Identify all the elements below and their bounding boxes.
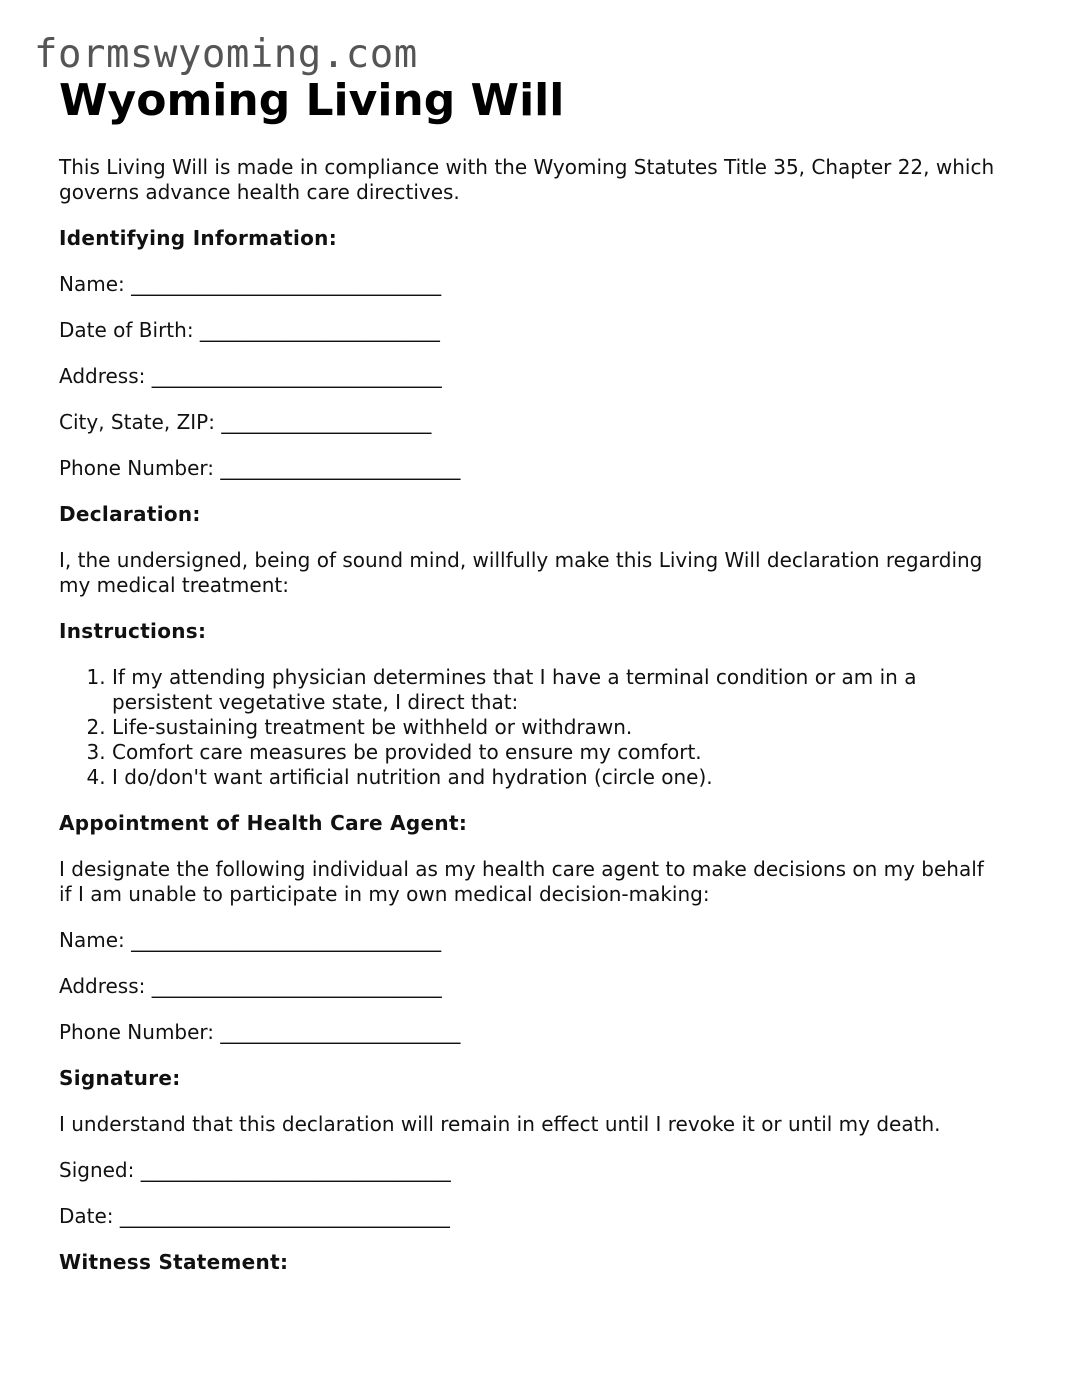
list-item: 1. If my attending physician determines that I have a terminal condition or am in a persistent vegetative state, I direct that: xyxy=(112,665,1017,715)
identifying-name-field[interactable] xyxy=(59,272,999,297)
field-blank[interactable]: _________________________________ xyxy=(119,1204,450,1228)
field-label: Name: xyxy=(59,272,125,296)
witness-heading: Witness Statement: xyxy=(59,1250,289,1274)
document-title: Wyoming Living Will xyxy=(59,75,565,126)
list-item: 2. Life-sustaining treatment be withheld or withdrawn. xyxy=(112,715,1017,740)
identifying-phone-field[interactable] xyxy=(59,456,999,481)
identifying-heading: Identifying Information: xyxy=(59,226,338,250)
field-label: Signed: xyxy=(59,1158,135,1182)
agent-address-field[interactable] xyxy=(59,974,999,999)
identifying-dob-field[interactable] xyxy=(59,318,999,343)
field-blank[interactable]: _____________________________ xyxy=(151,974,442,998)
field-blank[interactable]: _____________________________ xyxy=(151,364,442,388)
instructions-heading: Instructions: xyxy=(59,619,207,643)
site-watermark: formswyoming.com xyxy=(34,32,418,77)
field-label: Phone Number: xyxy=(59,456,215,480)
declaration-heading: Declaration: xyxy=(59,502,201,526)
intro-paragraph: This Living Will is made in compliance with the Wyoming Statutes Title 35, Chapter 22, which governs advance health care directives. xyxy=(59,155,995,204)
field-label: Phone Number: xyxy=(59,1020,215,1044)
field-label: Date: xyxy=(59,1204,114,1228)
identifying-city-state-zip-field[interactable] xyxy=(59,410,999,435)
field-label: Name: xyxy=(59,928,125,952)
field-blank[interactable]: _______________________________ xyxy=(131,928,442,952)
instructions-list xyxy=(59,665,1017,790)
field-blank[interactable]: _______________________________ xyxy=(131,272,442,296)
signature-paragraph: I understand that this declaration will remain in effect until I revoke it or until my death. xyxy=(59,1112,941,1136)
agent-name-field[interactable] xyxy=(59,928,999,953)
field-label: City, State, ZIP: xyxy=(59,410,215,434)
signed-field[interactable] xyxy=(59,1158,999,1183)
field-blank[interactable]: ________________________ xyxy=(220,1020,461,1044)
list-item: 3. Comfort care measures be provided to ensure my comfort. xyxy=(112,740,1017,765)
field-blank[interactable]: _______________________________ xyxy=(140,1158,451,1182)
identifying-address-field[interactable] xyxy=(59,364,999,389)
agent-heading: Appointment of Health Care Agent: xyxy=(59,811,468,835)
field-blank[interactable]: _____________________ xyxy=(221,410,432,434)
agent-paragraph: I designate the following individual as my health care agent to make decisions on my behalf if I am unable to participate in my own medical decision-making: xyxy=(59,857,984,906)
agent-phone-field[interactable] xyxy=(59,1020,999,1045)
field-label: Address: xyxy=(59,974,146,998)
field-blank[interactable]: ________________________ xyxy=(220,456,461,480)
signature-heading: Signature: xyxy=(59,1066,181,1090)
list-item: 4. I do/don't want artificial nutrition and hydration (circle one). xyxy=(112,765,1017,790)
declaration-paragraph: I, the undersigned, being of sound mind, willfully make this Living Will declaration regarding my medical treatment: xyxy=(59,548,983,597)
field-label: Date of Birth: xyxy=(59,318,194,342)
field-blank[interactable]: ________________________ xyxy=(199,318,440,342)
date-field[interactable] xyxy=(59,1204,999,1229)
field-label: Address: xyxy=(59,364,146,388)
